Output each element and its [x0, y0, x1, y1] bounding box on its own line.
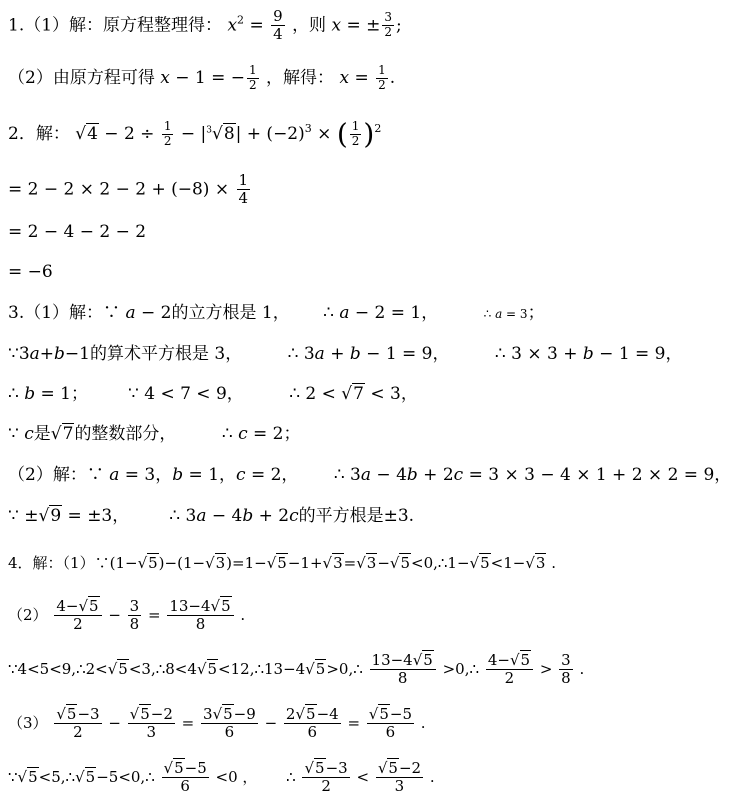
- q3-label: 3.（1）解：: [8, 303, 104, 323]
- q3-line-6: ∵ ±√9 = ±3， ∴ 3a − 4b + 2c的平方根是±3.: [8, 506, 415, 526]
- q4-line-4: （3） $\frac{√5-3}{2}$ − $\frac{√5-2}{3}$ = $\frac{3√5-9}{6}$ − $\frac{2√5-4}{6}$ = $\frac{√5-5}{6}$ .: [8, 705, 426, 742]
- fraction: $\frac{9}{4}$: [273, 7, 283, 44]
- q3-line-3: ∴ b = 1； ∵ 4 < 7 < 9， ∴ 2 < √7 < 3，: [8, 384, 418, 404]
- q2-line-1: 2．解： √4 − 2 ÷ $\frac{1}{2}$ − $|^3√8| + (-2)^3$ × ( $\frac{1}{2}$ )$^2$: [8, 117, 382, 151]
- q4-label: 4．解：（1）: [8, 554, 95, 572]
- q1-line-1: 1.（1）解：原方程整理得： $x^2$ = $\frac{9}{4}$ ，则 x = ± $\frac{3}{2}$ ;: [8, 7, 402, 44]
- q3-line-4: ∵ c是√7的整数部分， ∴ c = 2；: [8, 424, 301, 444]
- q2-line-4: = −6: [8, 262, 53, 282]
- q4-line-3: ∵4<5<9,∴2<√5<3,∴8<4√5<12,∴13−4√5>0,∴ $\frac{13-4√5}{8}$ >0,∴ $\frac{4-√5}{2}$ > $\frac{3}{8}$ .: [8, 651, 585, 688]
- q4-line-5: ∵√5<5,∴√5−5<0,∴ $\frac{√5-5}{6}$ <0 ， ∴ $\frac{√5-3}{2}$ < $\frac{√5-2}{3}$ .: [8, 759, 435, 796]
- q3-line-2: ∵3a+b−1的算术平方根是 3， ∴ 3a + b − 1 = 9， ∴ 3 × 3 + b − 1 = 9，: [8, 344, 683, 364]
- q2-line-3: = 2 − 4 − 2 − 2: [8, 222, 147, 242]
- q4-line-2: （2） $\frac{4-√5}{2}$ − $\frac{3}{8}$ = $\frac{13-4√5}{8}$ .: [8, 597, 246, 634]
- q2-label: 2．解：: [8, 123, 70, 144]
- q2-line-2: = 2 − 2 × 2 − 2 + (−8) × $\frac{1}{4}$: [8, 171, 249, 208]
- q3-line-5: （2）解：∵ a = 3，b = 1，c = 2， ∴ 3a − 4b + 2c = 3 × 3 − 4 × 1 + 2 × 2 = 9，: [8, 465, 731, 485]
- q4-line-1: 4．解：（1）∵(1−√5)−(1−√3)=1−√5−1+√3=√3−√5<0,∴1−√5<1−√3 .: [8, 554, 556, 572]
- q1-line-2: （2）由原方程可得 x − 1 = − $\frac{1}{2}$ ，解得： x = $\frac{1}{2}$ .: [8, 63, 396, 92]
- q3-line-1: 3.（1）解：∵ a − 2的立方根是 1， ∴ a − 2 = 1， ∴ a = 3；: [8, 303, 545, 323]
- q1-label: 1.（1）解：原方程整理得：: [8, 15, 223, 36]
